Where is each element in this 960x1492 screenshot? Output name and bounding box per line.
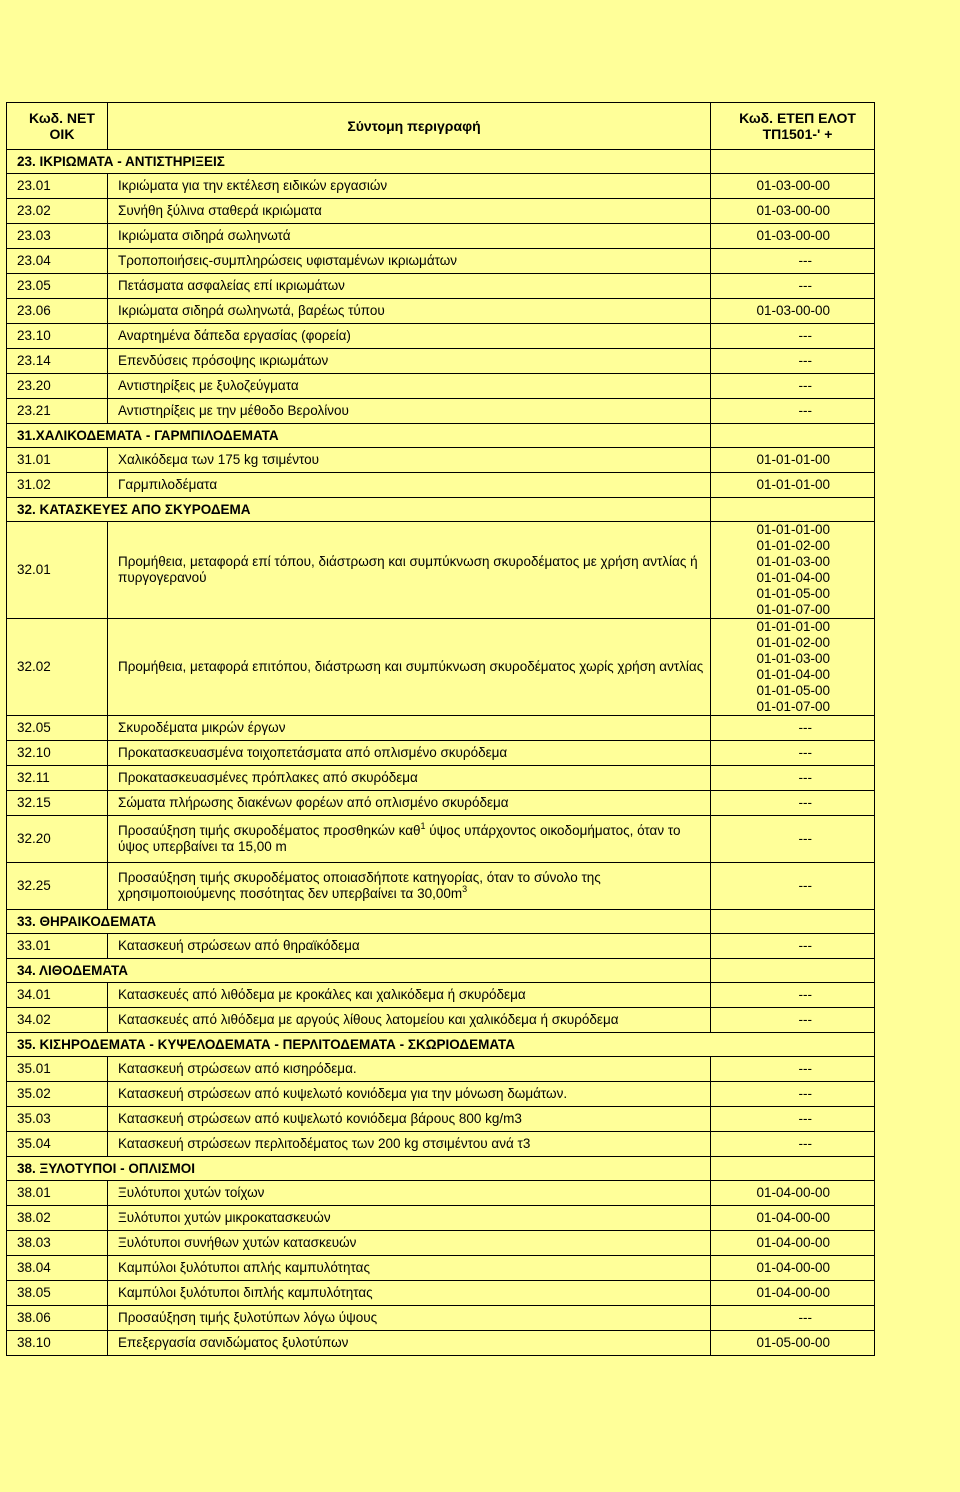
row-code: 32.11 <box>7 766 108 791</box>
row-description: Επενδύσεις πρόσοψης ικριωμάτων <box>108 349 711 374</box>
row-description: Κατασκευή στρώσεων από κισηρόδεμα. <box>108 1057 711 1082</box>
row-etep: 01-03-00-00 <box>711 299 875 324</box>
row-description: Τροποποιήσεις-συμπληρώσεις υφισταμένων ικριωμάτων <box>108 249 711 274</box>
section-row <box>7 1033 875 1057</box>
table-row <box>7 1281 875 1306</box>
row-code: 38.10 <box>7 1331 108 1356</box>
row-description <box>108 816 711 863</box>
row-etep: 01-01-01-00 <box>711 473 875 498</box>
row-description: Προμήθεια, μεταφορά επί τόπου, διάστρωση και συμπύκνωση σκυροδέματος με χρήση αντλίας ή πυργογερανού <box>108 522 711 619</box>
row-etep: 01-03-00-00 <box>711 199 875 224</box>
row-etep: 01-03-00-00 <box>711 224 875 249</box>
row-etep: --- <box>711 249 875 274</box>
section-row <box>7 910 875 934</box>
row-code: 35.02 <box>7 1082 108 1107</box>
header-code-line1: Κωδ. ΝΕΤ <box>29 110 95 126</box>
header-row <box>7 103 875 150</box>
section-empty-cell <box>711 910 875 934</box>
table-row <box>7 1306 875 1331</box>
superscript: 3 <box>462 884 468 894</box>
row-code: 23.06 <box>7 299 108 324</box>
row-etep: 01-04-00-00 <box>711 1181 875 1206</box>
row-etep-list <box>711 522 875 619</box>
table-row <box>7 274 875 299</box>
row-code: 35.04 <box>7 1132 108 1157</box>
row-code: 32.02 <box>7 619 108 716</box>
row-description: Σώματα πλήρωσης διακένων φορέων από οπλισμένο σκυρόδεμα <box>108 791 711 816</box>
header-description: Σύντομη περιγραφή <box>347 118 481 134</box>
section-empty-cell <box>711 150 875 174</box>
row-description: Καμπύλοι ξυλότυποι απλής καμπυλότητας <box>108 1256 711 1281</box>
table-row <box>7 1107 875 1132</box>
row-code: 38.04 <box>7 1256 108 1281</box>
row-code: 23.01 <box>7 174 108 199</box>
row-code: 33.01 <box>7 934 108 959</box>
row-description: Αντιστηρίξεις με ξυλοζεύγματα <box>108 374 711 399</box>
row-description: Αναρτημένα δάπεδα εργασίας (φορεία) <box>108 324 711 349</box>
etep-code: 01-01-04-00 <box>756 570 830 585</box>
row-etep: --- <box>711 863 875 910</box>
row-code: 23.20 <box>7 374 108 399</box>
etep-code: 01-01-03-00 <box>756 554 830 569</box>
row-description: Κατασκευή στρώσεων από κυψελωτό κονιόδεμα βάρους 800 kg/m3 <box>108 1107 711 1132</box>
row-code: 32.01 <box>7 522 108 619</box>
table-row <box>7 1331 875 1356</box>
row-etep: --- <box>711 791 875 816</box>
row-etep: --- <box>711 1306 875 1331</box>
row-code: 38.02 <box>7 1206 108 1231</box>
row-description: Συνήθη ξύλινα σταθερά ικριώματα <box>108 199 711 224</box>
row-code: 31.02 <box>7 473 108 498</box>
row-description: Πετάσματα ασφαλείας επί ικριωμάτων <box>108 274 711 299</box>
header-etep-line1: Κωδ. ΕΤΕΠ ΕΛΟΤ <box>739 110 856 126</box>
section-title: 32. ΚΑΤΑΣΚΕΥΕΣ ΑΠΟ ΣΚΥΡΟΔΕΜΑ <box>7 498 711 522</box>
table-row <box>7 1231 875 1256</box>
table-row <box>7 374 875 399</box>
table-row <box>7 863 875 910</box>
section-empty-cell <box>711 424 875 448</box>
table-row <box>7 1132 875 1157</box>
row-etep: --- <box>711 1082 875 1107</box>
row-etep-list <box>711 619 875 716</box>
row-description: Επεξεργασία σανιδώματος ξυλοτύπων <box>108 1331 711 1356</box>
etep-code: 01-01-01-00 <box>756 522 830 537</box>
row-code: 32.05 <box>7 716 108 741</box>
table-row <box>7 1057 875 1082</box>
etep-code: 01-01-05-00 <box>756 586 830 601</box>
row-description: Σκυροδέματα μικρών έργων <box>108 716 711 741</box>
row-description: Κατασκευές από λιθόδεμα με αργούς λίθους λατομείου και χαλικόδεμα ή σκυρόδεμα <box>108 1008 711 1033</box>
row-code: 35.01 <box>7 1057 108 1082</box>
table-row <box>7 741 875 766</box>
row-etep: --- <box>711 934 875 959</box>
row-code: 32.15 <box>7 791 108 816</box>
row-description: Προμήθεια, μεταφορά επιτόπου, διάστρωση και συμπύκνωση σκυροδέματος χωρίς χρήση αντλίας <box>108 619 711 716</box>
row-etep: --- <box>711 1132 875 1157</box>
row-description: Χαλικόδεμα των 175 kg τσιμέντου <box>108 448 711 473</box>
row-code: 23.14 <box>7 349 108 374</box>
section-empty-cell <box>711 498 875 522</box>
row-code: 31.01 <box>7 448 108 473</box>
table-row <box>7 249 875 274</box>
row-description: Κατασκευές από λιθόδεμα με κροκάλες και χαλικόδεμα ή σκυρόδεμα <box>108 983 711 1008</box>
row-description: Ικριώματα για την εκτέλεση ειδικών εργασιών <box>108 174 711 199</box>
table-row <box>7 522 875 619</box>
section-row <box>7 959 875 983</box>
header-etep-cell <box>711 103 875 150</box>
row-etep: 01-04-00-00 <box>711 1281 875 1306</box>
header-description-cell <box>108 103 711 150</box>
header-etep-line2: ΤΠ1501-' + <box>762 126 833 142</box>
table-row <box>7 1082 875 1107</box>
table-row <box>7 399 875 424</box>
section-title: 38. ΞΥΛΟΤΥΠΟΙ - ΟΠΛΙΣΜΟΙ <box>7 1157 711 1181</box>
row-description: Προκατασκευασμένες πρόπλακες από σκυρόδεμα <box>108 766 711 791</box>
row-description <box>108 863 711 910</box>
section-row <box>7 1157 875 1181</box>
row-code: 23.21 <box>7 399 108 424</box>
section-title: 35. ΚΙΣΗΡΟΔΕΜΑΤΑ - ΚΥΨΕΛΟΔΕΜΑΤΑ - ΠΕΡΛΙΤΟΔΕΜΑΤΑ - ΣΚΩΡΙΟΔΕΜΑΤΑ <box>7 1033 875 1057</box>
row-description: Ικριώματα σιδηρά σωληνωτά <box>108 224 711 249</box>
table-row <box>7 224 875 249</box>
table-row <box>7 299 875 324</box>
row-etep: --- <box>711 983 875 1008</box>
row-etep: --- <box>711 766 875 791</box>
section-row <box>7 498 875 522</box>
section-title: 23. ΙΚΡΙΩΜΑΤΑ - ΑΝΤΙΣΤΗΡΙΞΕΙΣ <box>7 150 711 174</box>
row-etep: 01-04-00-00 <box>711 1256 875 1281</box>
section-title: 34. ΛΙΘΟΔΕΜΑΤΑ <box>7 959 711 983</box>
row-code: 23.05 <box>7 274 108 299</box>
row-etep: --- <box>711 741 875 766</box>
desc-part: ύψος υπάρχοντος οικοδομήματος, όταν το ύψος υπερβαίνει τα 15,00 m <box>118 823 681 854</box>
row-code: 23.02 <box>7 199 108 224</box>
section-empty-cell <box>711 959 875 983</box>
row-description: Προσαύξηση τιμής ξυλοτύπων λόγω ύψους <box>108 1306 711 1331</box>
table-row <box>7 1256 875 1281</box>
table-row <box>7 716 875 741</box>
row-etep: --- <box>711 1107 875 1132</box>
row-etep: --- <box>711 349 875 374</box>
price-code-table <box>6 102 875 1356</box>
table-row <box>7 1206 875 1231</box>
etep-code: 01-01-02-00 <box>756 635 830 650</box>
table-row <box>7 473 875 498</box>
etep-code: 01-01-07-00 <box>756 699 830 714</box>
row-etep: --- <box>711 1008 875 1033</box>
row-description: Αντιστηρίξεις με την μέθοδο Βερολίνου <box>108 399 711 424</box>
table-row <box>7 983 875 1008</box>
row-description: Κατασκευή στρώσεων περλιτοδέματος των 200 kg στσιμέντου ανά τ3 <box>108 1132 711 1157</box>
row-etep: --- <box>711 324 875 349</box>
table-row <box>7 1181 875 1206</box>
table-row <box>7 324 875 349</box>
row-etep: 01-05-00-00 <box>711 1331 875 1356</box>
row-code: 38.05 <box>7 1281 108 1306</box>
row-description: Ξυλότυποι χυτών μικροκατασκευών <box>108 1206 711 1231</box>
table-row <box>7 174 875 199</box>
etep-code: 01-01-04-00 <box>756 667 830 682</box>
etep-code: 01-01-01-00 <box>756 619 830 634</box>
table-row <box>7 766 875 791</box>
section-row <box>7 150 875 174</box>
row-description: Ικριώματα σιδηρά σωληνωτά, βαρέως τύπου <box>108 299 711 324</box>
row-etep: --- <box>711 374 875 399</box>
row-code: 34.01 <box>7 983 108 1008</box>
row-etep: 01-03-00-00 <box>711 174 875 199</box>
table-row <box>7 816 875 863</box>
row-code: 34.02 <box>7 1008 108 1033</box>
table-row <box>7 934 875 959</box>
row-etep: --- <box>711 816 875 863</box>
header-code-cell <box>7 103 108 150</box>
row-description: Καμπύλοι ξυλότυποι διπλής καμπυλότητας <box>108 1281 711 1306</box>
header-code-line2: ΟΙΚ <box>49 126 75 142</box>
table-row <box>7 791 875 816</box>
row-code: 23.04 <box>7 249 108 274</box>
table-row <box>7 619 875 716</box>
section-row <box>7 424 875 448</box>
desc-part: Προσαύξηση τιμής σκυροδέματος προσθηκών καθ <box>118 823 421 838</box>
row-code: 32.20 <box>7 816 108 863</box>
table-row <box>7 349 875 374</box>
row-etep: --- <box>711 274 875 299</box>
row-description: Ξυλότυποι χυτών τοίχων <box>108 1181 711 1206</box>
row-etep: --- <box>711 399 875 424</box>
table-row <box>7 1008 875 1033</box>
row-etep: --- <box>711 716 875 741</box>
section-empty-cell <box>711 1157 875 1181</box>
row-etep: 01-04-00-00 <box>711 1206 875 1231</box>
row-etep: 01-01-01-00 <box>711 448 875 473</box>
etep-code: 01-01-03-00 <box>756 651 830 666</box>
row-code: 32.10 <box>7 741 108 766</box>
etep-code: 01-01-07-00 <box>756 602 830 617</box>
row-code: 38.01 <box>7 1181 108 1206</box>
row-description: Ξυλότυποι συνήθων χυτών κατασκευών <box>108 1231 711 1256</box>
row-code: 23.03 <box>7 224 108 249</box>
superscript: 1 <box>420 821 426 831</box>
desc-part: Προσαύξηση τιμής σκυροδέματος οποιασδήποτε κατηγορίας, όταν το σύνολο της χρησιμοποιούμενης ποσότητας δεν υπερβαίνει τα 30,00m <box>118 870 601 901</box>
row-etep: 01-04-00-00 <box>711 1231 875 1256</box>
row-code: 38.06 <box>7 1306 108 1331</box>
etep-code: 01-01-02-00 <box>756 538 830 553</box>
section-title: 33. ΘΗΡΑΙΚΟΔΕΜΑΤΑ <box>7 910 711 934</box>
section-title: 31.ΧΑΛΙΚΟΔΕΜΑΤΑ - ΓΑΡΜΠΙΛΟΔΕΜΑΤΑ <box>7 424 711 448</box>
row-description: Γαρμπιλοδέματα <box>108 473 711 498</box>
row-etep: --- <box>711 1057 875 1082</box>
table-row <box>7 448 875 473</box>
etep-code: 01-01-05-00 <box>756 683 830 698</box>
table-row <box>7 199 875 224</box>
row-code: 35.03 <box>7 1107 108 1132</box>
row-description: Κατασκευή στρώσεων από κυψελωτό κονιόδεμα για την μόνωση δωμάτων. <box>108 1082 711 1107</box>
row-code: 32.25 <box>7 863 108 910</box>
row-code: 23.10 <box>7 324 108 349</box>
row-code: 38.03 <box>7 1231 108 1256</box>
row-description: Προκατασκευασμένα τοιχοπετάσματα από οπλισμένο σκυρόδεμα <box>108 741 711 766</box>
row-description: Κατασκευή στρώσεων από θηραϊκόδεμα <box>108 934 711 959</box>
